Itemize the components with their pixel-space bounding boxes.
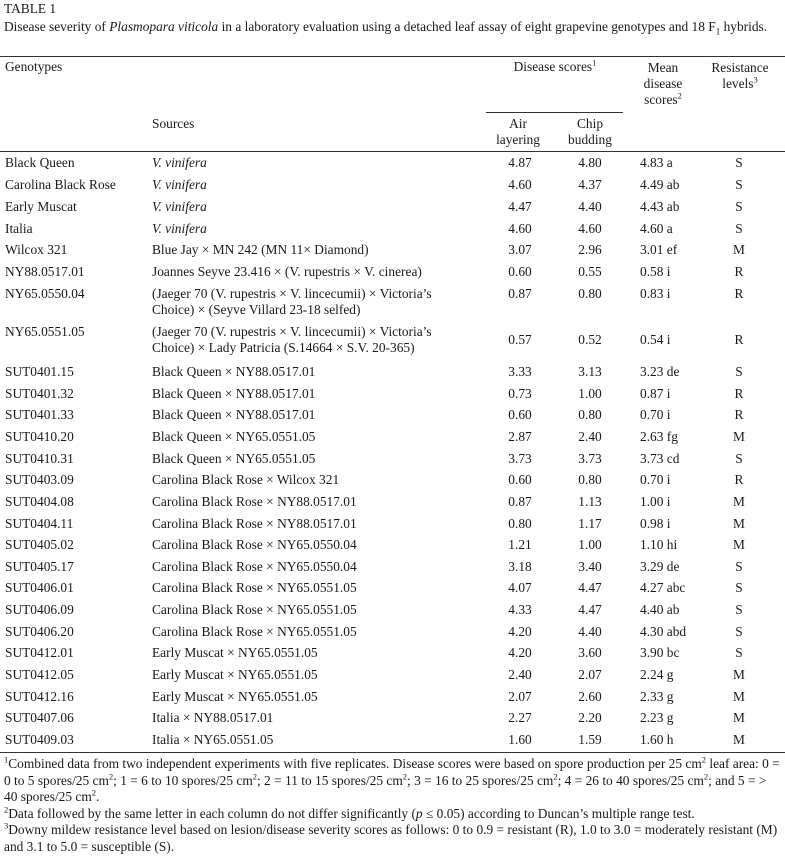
resistance-cell: R <box>734 407 744 422</box>
resistance-cell: M <box>733 494 745 509</box>
mean-score-cell: 0.58 i <box>640 264 671 279</box>
mean-score-cell: 4.83 a <box>640 155 673 170</box>
chip-budding-cell: 4.80 <box>578 155 602 170</box>
air-layering-cell: 4.33 <box>508 602 532 617</box>
source-cell: Carolina Black Rose × Wilcox 321 <box>152 472 340 487</box>
air-layering-cell: 1.21 <box>508 537 532 552</box>
genotype-cell: SUT0407.06 <box>5 710 74 725</box>
chip-budding-cell: 2.60 <box>578 689 602 704</box>
fn1-s4: 2 <box>402 771 408 782</box>
genotype-cell: SUT0405.02 <box>5 537 74 552</box>
source-line-1: (Jaeger 70 (V. rupestris × V. lincecumii) × Victoria’s <box>152 324 432 339</box>
air-layering-cell: 0.73 <box>508 386 532 401</box>
resistance-cell: S <box>735 580 743 595</box>
header-air-1: Air <box>509 116 527 131</box>
genotype-cell: SUT0404.08 <box>5 494 74 509</box>
resistance-cell: S <box>735 624 743 639</box>
header-bottom-rule <box>0 151 785 152</box>
fn1-s1: 2 <box>701 754 706 765</box>
mean-score-cell: 2.24 g <box>640 667 674 682</box>
genotype-cell: Carolina Black Rose <box>5 177 116 192</box>
mean-score-cell: 4.49 ab <box>640 177 680 192</box>
header-disease-scores <box>480 59 630 75</box>
genotype-cell: SUT0409.03 <box>5 732 74 747</box>
chip-budding-cell: 0.52 <box>578 332 602 347</box>
mean-score-cell: 4.27 abc <box>640 580 686 595</box>
genotype-cell: SUT0406.20 <box>5 624 74 639</box>
chip-budding-cell: 2.40 <box>578 429 602 444</box>
genotype-cell: NY88.0517.01 <box>5 264 85 279</box>
disease-scores-rule <box>486 112 623 113</box>
chip-budding-cell: 2.96 <box>578 242 602 257</box>
mean-score-cell: 2.23 g <box>640 710 674 725</box>
air-layering-cell: 4.60 <box>508 177 532 192</box>
air-layering-cell: 3.18 <box>508 559 532 574</box>
header-mean-scores <box>628 60 698 108</box>
air-layering-cell: 4.20 <box>508 624 532 639</box>
source-cell: Carolina Black Rose × NY65.0550.04 <box>152 559 357 574</box>
air-layering-cell: 0.57 <box>508 332 532 347</box>
source-cell: V. vinifera <box>152 155 207 170</box>
header-resistance-levels <box>700 60 780 92</box>
header-chip-1: Chip <box>576 116 604 131</box>
header-mean-3-wrap <box>628 92 698 108</box>
header-air-layering <box>486 116 550 148</box>
air-layering-cell: 4.20 <box>508 645 532 660</box>
chip-budding-cell: 4.60 <box>578 221 602 236</box>
resistance-cell: R <box>734 472 744 487</box>
chip-budding-cell: 1.00 <box>578 386 602 401</box>
air-layering-cell: 4.07 <box>508 580 532 595</box>
genotype-cell: SUT0405.17 <box>5 559 74 574</box>
top-rule <box>0 56 785 57</box>
resistance-cell: R <box>734 286 744 301</box>
fn1-s7: 2 <box>91 787 97 798</box>
header-mean-2: disease <box>643 76 683 91</box>
chip-budding-cell: 4.40 <box>578 199 602 214</box>
fn2-a: Data followed by the same letter in each column do not differ significantly ( <box>8 805 416 821</box>
genotype-cell: SUT0410.20 <box>5 429 74 444</box>
air-layering-cell: 0.87 <box>508 286 532 301</box>
source-cell: Carolina Black Rose × NY65.0551.05 <box>152 624 357 639</box>
fn1-s3: 2 <box>252 771 257 782</box>
fn1-e: ; 3 = 16 to 25 spores/25 cm <box>407 772 554 788</box>
bottom-rule <box>0 752 785 753</box>
resistance-cell: S <box>735 221 743 236</box>
mean-score-cell: 4.60 a <box>640 221 673 236</box>
air-layering-cell: 4.47 <box>508 199 532 214</box>
source-cell: Blue Jay × MN 242 (MN 11× Diamond) <box>152 242 369 257</box>
source-cell: Black Queen × NY65.0551.05 <box>152 451 316 466</box>
table-label: TABLE 1 <box>4 1 57 16</box>
genotype-cell: SUT0406.01 <box>5 580 74 595</box>
source-line-1: (Jaeger 70 (V. rupestris × V. lincecumii) × Victoria’s <box>152 286 432 301</box>
genotype-cell: Italia <box>5 221 33 236</box>
fn1-sup: 1 <box>4 754 9 765</box>
air-layering-cell: 4.60 <box>508 221 532 236</box>
source-cell <box>152 324 482 356</box>
air-layering-cell: 2.87 <box>508 429 532 444</box>
source-cell: Carolina Black Rose × NY65.0551.05 <box>152 580 357 595</box>
caption-sub: 1 <box>715 26 721 37</box>
chip-budding-cell: 0.55 <box>578 264 602 279</box>
source-cell: Italia × NY88.0517.01 <box>152 710 274 725</box>
air-layering-cell: 2.40 <box>508 667 532 682</box>
source-cell: Early Muscat × NY65.0551.05 <box>152 667 318 682</box>
air-layering-cell: 3.33 <box>508 364 532 379</box>
resistance-cell: R <box>734 332 744 347</box>
fn1-b: leaf area: 0 = 0 to 5 spores/25 cm <box>4 756 780 788</box>
genotype-cell: SUT0410.31 <box>5 451 74 466</box>
header-mean-3: scores <box>644 92 678 107</box>
genotype-cell: Black Queen <box>5 155 75 170</box>
header-genotypes: Genotypes <box>5 59 63 74</box>
fn3-text: Downy mildew resistance level based on lesion/disease severity scores as follows: 0 to 0.9 = resistant (R), 1.0 to 3.0 = moderately resistant (M) and 3.1 to 5.0 = susceptible (S). <box>4 822 778 854</box>
chip-budding-cell: 1.13 <box>578 494 602 509</box>
resistance-cell: S <box>735 155 743 170</box>
caption-part1: Disease severity of <box>4 19 110 34</box>
source-cell: Carolina Black Rose × NY88.0517.01 <box>152 516 357 531</box>
mean-score-cell: 1.60 h <box>640 732 674 747</box>
chip-budding-cell: 4.40 <box>578 624 602 639</box>
fn1-h: . <box>96 789 100 804</box>
footnote-1 <box>4 756 782 806</box>
source-line-2: Choice) × Lady Patricia (S.14664 × S.V. 20-365) <box>152 340 415 355</box>
header-res-2: levels <box>722 76 754 91</box>
chip-budding-cell: 3.60 <box>578 645 602 660</box>
mean-score-cell: 3.23 de <box>640 364 680 379</box>
fn2-p: p <box>415 805 423 821</box>
table-caption <box>4 19 782 35</box>
genotype-cell: SUT0401.15 <box>5 364 74 379</box>
chip-budding-cell: 1.17 <box>578 516 602 531</box>
chip-budding-cell: 1.59 <box>578 732 602 747</box>
air-layering-cell: 0.80 <box>508 516 532 531</box>
resistance-cell: M <box>733 689 745 704</box>
source-cell: Black Queen × NY88.0517.01 <box>152 386 316 401</box>
resistance-cell: S <box>735 451 743 466</box>
header-sources: Sources <box>152 116 195 131</box>
air-layering-cell: 0.60 <box>508 407 532 422</box>
genotype-cell: Wilcox 321 <box>5 242 68 257</box>
fn1-s2: 2 <box>108 771 114 782</box>
genotype-cell: SUT0403.09 <box>5 472 74 487</box>
genotype-cell: SUT0406.09 <box>5 602 74 617</box>
resistance-cell: M <box>733 732 745 747</box>
mean-score-cell: 4.40 ab <box>640 602 680 617</box>
fn1-a: Combined data from two independent experiments with five replicates. Disease scores were based on spore production per 25 cm <box>8 756 702 771</box>
chip-budding-cell: 4.47 <box>578 602 602 617</box>
header-disease-scores-text: Disease scores <box>513 59 593 74</box>
resistance-cell: M <box>733 429 745 444</box>
source-cell: Early Muscat × NY65.0551.05 <box>152 645 318 660</box>
resistance-cell: M <box>733 667 745 682</box>
genotype-cell: SUT0401.32 <box>5 386 74 401</box>
chip-budding-cell: 0.80 <box>578 407 602 422</box>
air-layering-cell: 0.87 <box>508 494 532 509</box>
source-line-2: Choice) × (Seyve Villard 23-18 selfed) <box>152 302 361 317</box>
mean-score-cell: 0.83 i <box>640 286 671 301</box>
header-res-1: Resistance <box>711 60 769 75</box>
chip-budding-cell: 2.20 <box>578 710 602 725</box>
source-cell: V. vinifera <box>152 199 207 214</box>
resistance-cell: S <box>735 364 743 379</box>
mean-score-cell: 1.00 i <box>640 494 671 509</box>
source-cell <box>152 286 482 318</box>
header-air-2: layering <box>496 132 540 147</box>
source-cell: Carolina Black Rose × NY65.0551.05 <box>152 602 357 617</box>
fn1-d: ; 2 = 11 to 15 spores/25 cm <box>256 772 403 788</box>
header-disease-scores-sup: 1 <box>592 57 597 68</box>
source-cell: Black Queen × NY65.0551.05 <box>152 429 316 444</box>
source-cell: Carolina Black Rose × NY88.0517.01 <box>152 494 357 509</box>
resistance-cell: M <box>733 537 745 552</box>
air-layering-cell: 0.60 <box>508 472 532 487</box>
air-layering-cell: 0.60 <box>508 264 532 279</box>
genotype-cell: SUT0404.11 <box>5 516 74 531</box>
air-layering-cell: 4.87 <box>508 155 532 170</box>
chip-budding-cell: 4.37 <box>578 177 602 192</box>
caption-part3: hybrids. <box>720 19 768 34</box>
source-cell: Early Muscat × NY65.0551.05 <box>152 689 318 704</box>
footnote-3 <box>4 822 782 855</box>
resistance-cell: M <box>733 242 745 257</box>
air-layering-cell: 2.27 <box>508 710 532 725</box>
header-mean-sup: 2 <box>677 90 682 101</box>
mean-score-cell: 0.70 i <box>640 407 671 422</box>
fn1-g: ; and 5 = > 40 spores/25 cm <box>4 772 767 804</box>
resistance-cell: R <box>734 264 744 279</box>
source-cell: Black Queen × NY88.0517.01 <box>152 407 316 422</box>
chip-budding-cell: 3.40 <box>578 559 602 574</box>
chip-budding-cell: 0.80 <box>578 286 602 301</box>
resistance-cell: S <box>735 177 743 192</box>
footnote-2 <box>4 806 782 823</box>
mean-score-cell: 3.29 de <box>640 559 680 574</box>
mean-score-cell: 4.30 abd <box>640 624 687 639</box>
fn2-sup: 2 <box>4 804 9 815</box>
genotype-cell: SUT0412.05 <box>5 667 74 682</box>
source-cell: Joannes Seyve 23.416 × (V. rupestris × V. cinerea) <box>152 264 422 279</box>
resistance-cell: S <box>735 602 743 617</box>
mean-score-cell: 0.54 i <box>640 332 671 347</box>
air-layering-cell: 2.07 <box>508 689 532 704</box>
caption-species: Plasmopara viticola <box>109 19 219 34</box>
header-chip-budding <box>556 116 624 148</box>
genotype-cell: NY65.0551.05 <box>5 324 85 339</box>
source-cell: V. vinifera <box>152 177 207 192</box>
chip-budding-cell: 0.80 <box>578 472 602 487</box>
chip-budding-cell: 3.73 <box>578 451 602 466</box>
mean-score-cell: 2.33 g <box>640 689 674 704</box>
source-cell: Carolina Black Rose × NY65.0550.04 <box>152 537 357 552</box>
fn1-s5: 2 <box>553 771 558 782</box>
mean-score-cell: 3.01 ef <box>640 242 678 257</box>
genotype-cell: Early Muscat <box>5 199 77 214</box>
resistance-cell: S <box>735 559 743 574</box>
air-layering-cell: 1.60 <box>508 732 532 747</box>
resistance-cell: S <box>735 645 743 660</box>
air-layering-cell: 3.07 <box>508 242 532 257</box>
resistance-cell: M <box>733 516 745 531</box>
source-cell: V. vinifera <box>152 221 207 236</box>
resistance-cell: S <box>735 199 743 214</box>
caption-part2: in a laboratory evaluation using a detached leaf assay of eight grapevine genotypes and 18 F <box>218 19 716 34</box>
resistance-cell: R <box>734 386 744 401</box>
source-cell: Black Queen × NY88.0517.01 <box>152 364 316 379</box>
footnotes <box>4 756 782 855</box>
chip-budding-cell: 4.47 <box>578 580 602 595</box>
mean-score-cell: 3.90 bc <box>640 645 680 660</box>
mean-score-cell: 0.70 i <box>640 472 671 487</box>
genotype-cell: NY65.0550.04 <box>5 286 85 301</box>
header-chip-2: budding <box>568 132 612 147</box>
mean-score-cell: 0.98 i <box>640 516 671 531</box>
header-res-2-wrap <box>700 76 780 92</box>
air-layering-cell: 3.73 <box>508 451 532 466</box>
fn1-s6: 2 <box>703 771 709 782</box>
header-mean-1: Mean <box>647 60 679 75</box>
mean-score-cell: 3.73 cd <box>640 451 680 466</box>
genotype-cell: SUT0412.16 <box>5 689 74 704</box>
chip-budding-cell: 2.07 <box>578 667 602 682</box>
genotype-cell: SUT0412.01 <box>5 645 74 660</box>
resistance-cell: M <box>733 710 745 725</box>
source-cell: Italia × NY65.0551.05 <box>152 732 274 747</box>
genotype-cell: SUT0401.33 <box>5 407 74 422</box>
mean-score-cell: 2.63 fg <box>640 429 678 444</box>
chip-budding-cell: 1.00 <box>578 537 602 552</box>
header-res-sup: 3 <box>753 74 758 85</box>
fn1-c: ; 1 = 6 to 10 spores/25 cm <box>113 772 253 788</box>
mean-score-cell: 1.10 hi <box>640 537 678 552</box>
mean-score-cell: 0.87 i <box>640 386 671 401</box>
fn2-b: ≤ 0.05) according to Duncan’s multiple range test. <box>422 805 695 821</box>
fn3-sup: 3 <box>4 820 9 831</box>
fn1-f: ; 4 = 26 to 40 spores/25 cm <box>557 772 704 788</box>
chip-budding-cell: 3.13 <box>578 364 602 379</box>
mean-score-cell: 4.43 ab <box>640 199 680 214</box>
